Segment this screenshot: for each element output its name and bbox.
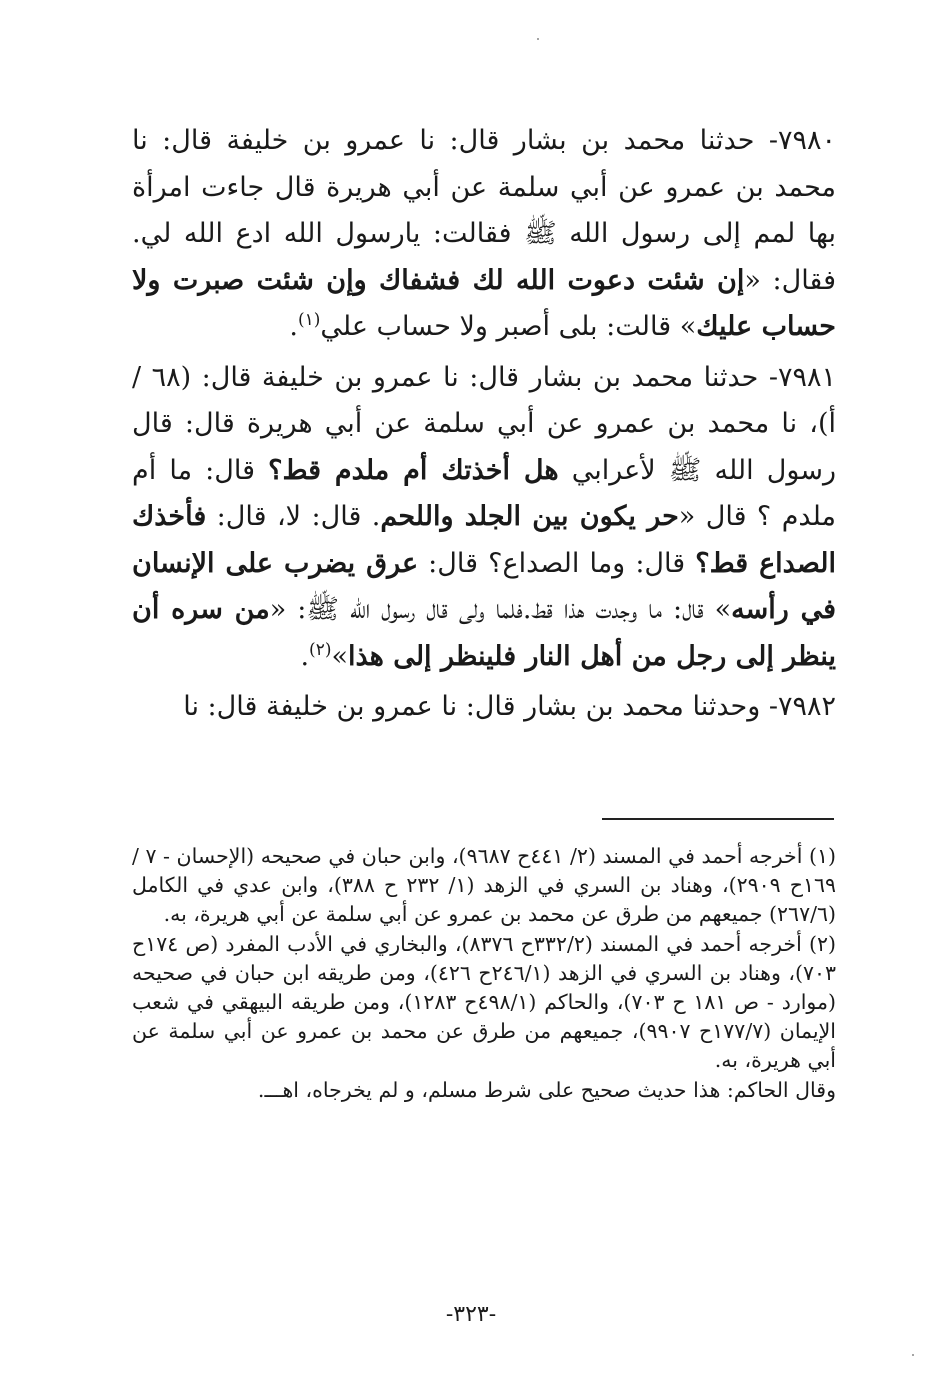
narration-text: » xyxy=(331,640,348,672)
main-text xyxy=(132,118,836,735)
hadith-7980 xyxy=(132,118,836,351)
prophetic-speech: إن شئت دعوت الله لك فشفاك وإن شئت صبرت ولا حساب عليك xyxy=(132,264,836,342)
narration-text: ٧٩٨١- حدثنا محمد بن بشار قال: نا عمرو بن خليفة قال: (٦٨ /أ)، نا محمد بن عمرو عن أبي سلمة عن أبي هريرة قال: قال رسول الله ﷺ لأعرابي xyxy=(132,361,836,486)
prophetic-speech: فأخذك الصداع قط؟ xyxy=(132,501,836,579)
scan-speck xyxy=(912,1354,914,1356)
prophetic-speech: حر يكون بين الجلد واللحم xyxy=(380,501,679,532)
narration-text: » قال: ما وجدت هذا قط.فلما ولى قال رسول الله ﷺ: « xyxy=(269,594,732,625)
footnote-1 xyxy=(132,842,836,930)
scan-speck xyxy=(537,38,539,40)
footnote-divider xyxy=(602,818,834,820)
narration-text: قال: وما الصداع؟ قال: xyxy=(418,547,696,579)
prophetic-speech: من سره أن ينظر إلى رجل من أهل النار فلينظر إلى هذا xyxy=(132,594,836,672)
footnote-reference[interactable]: (٢) xyxy=(309,639,332,660)
prophetic-speech: عرق يضرب على الإنسان في رأسه xyxy=(132,547,837,625)
footnote-reference[interactable]: (١) xyxy=(297,310,321,330)
narration-text: » قالت: بلى أصبر ولا حساب علي xyxy=(320,311,697,342)
sentence-end: . xyxy=(300,640,310,672)
footnote-number: (٢) xyxy=(808,931,836,956)
footnotes xyxy=(132,842,836,1105)
footnote-text: أخرجه أحمد في المسند (٣٣٢/٢ح ٨٣٧٦)، والبخاري في الأدب المفرد (ص ١٧٤ح ٧٠٣)، وهناد بن السري في الزهد (٢٤٦/١ح ٤٢٦)، ومن طريقه ابن حبان في صحيحه (موارد - ص ١٨١ ح ٧٠٣)، والحاكم (٤٩٨/١ح ١٢٨٣)، ومن طريقه البيهقي في شعب الإيمان (١٧٧/٧ح ٩٩٠٧)، جميعهم من طرق عن محمد بن عمرو عن أبي سلمة عن أبي هريرة، به. xyxy=(132,931,837,1073)
narration-text: ٧٩٨٢- وحدثنا محمد بن بشار قال: نا عمرو بن خليفة قال: نا xyxy=(183,691,836,722)
footnote-number: (١) xyxy=(808,844,836,868)
narration-text: ٧٩٨٠- حدثنا محمد بن بشار قال: نا عمرو بن خليفة قال: نا محمد بن عمرو عن أبي سلمة عن أبي هريرة قال جاءت امرأة بها لمم إلى رسول الله ﷺ فقالت: يارسول الله ادع الله لي. فقال: « xyxy=(132,125,836,296)
prophetic-speech: هل أخذتك أم ملدم قط؟ xyxy=(268,454,559,486)
sentence-end: . xyxy=(289,311,298,342)
footnote-2-addendum xyxy=(132,1076,836,1105)
page-number: -٣٢٣- xyxy=(445,1302,497,1327)
footnote-2 xyxy=(132,930,836,1076)
narration-text: قال: ما أم ملدم ؟ قال « xyxy=(132,454,836,532)
narration-text: . قال: لا، قال: xyxy=(206,501,381,532)
footnote-text: أخرجه أحمد في المسند (٢/ ٤٤١ح ٩٦٨٧)، وابن حبان في صحيحه (الإحسان - ٧ / ١٦٩ح ٢٩٠٩)، وهناد بن السري في الزهد (١/ ٢٣٢ ح ٣٨٨)، وابن عدي في الكامل (٢٦٧/٦) جميعهم من طرق عن محمد بن عمرو عن أبي سلمة عن أبي هريرة، به. xyxy=(132,844,837,927)
footnote-addendum-text: وقال الحاكم: هذا حديث صحيح على شرط مسلم، و لم يخرجاه، اهـــ. xyxy=(257,1077,836,1102)
hadith-7981 xyxy=(132,355,836,681)
hadith-7982 xyxy=(132,684,836,731)
